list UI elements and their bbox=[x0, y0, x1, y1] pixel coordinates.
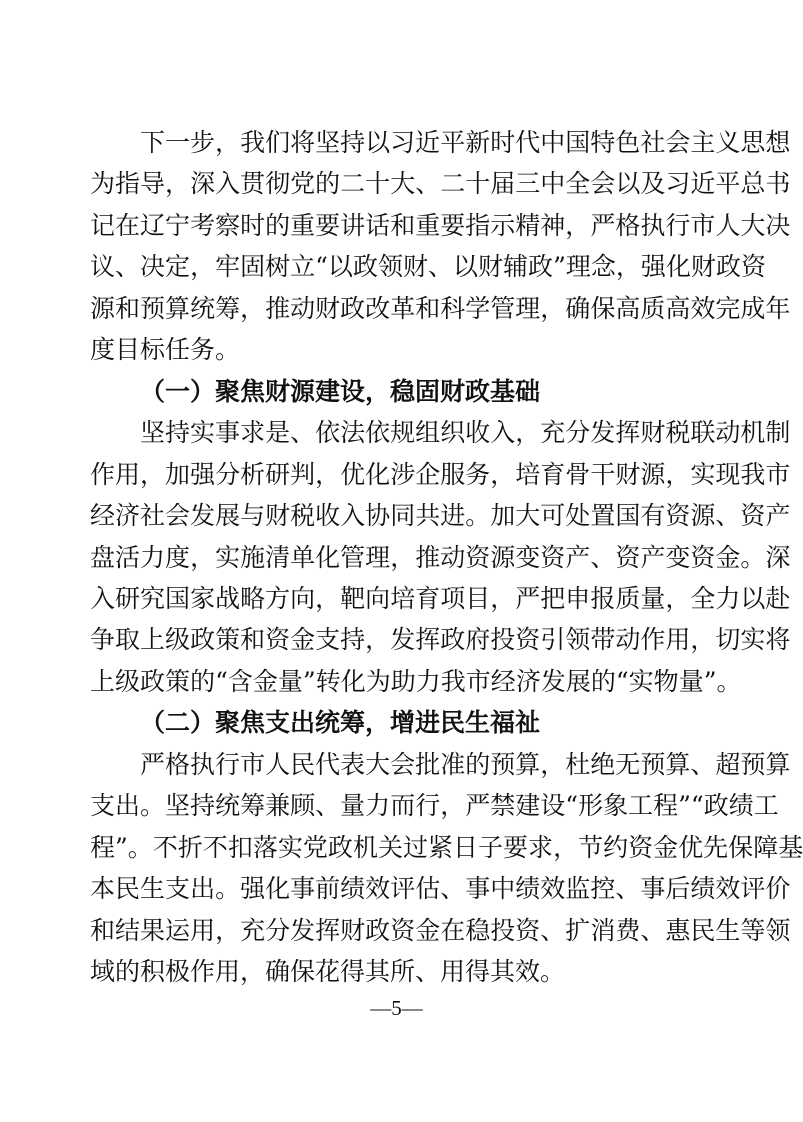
paragraph-line: 议 、 决 定 ， 牢 固 树 立 “ 以 政 领 财 、 以 财 辅 政 ” 理 念 ， 强 化 财 政 资 bbox=[90, 252, 766, 281]
paragraph-line: 为 指 导 ， 深 入 贯 彻 党 的 二 十 大 、 二 十 届 三 中 全 会 以 及 习 近 平 总 书 bbox=[90, 169, 791, 198]
paragraph-line: 入 研 究 国 家 战 略 方 向 ， 靶 向 培 育 项 目 ， 严 把 申 报 质 量 ， 全 力 以 赴 bbox=[90, 584, 791, 613]
paragraph-line: 源 和 预 算 统 筹 ， 推 动 财 政 改 革 和 科 学 管 理 ， 确 保 高 质 高 效 完 成 年 bbox=[90, 294, 791, 323]
section-heading: （二）聚焦支出统筹，增进民生福祉 bbox=[140, 708, 541, 737]
paragraph-line: 上 级 政 策 的 “ 含 金 量 ” 转 化 为 助 力 我 市 经 济 发 展 的 “ 实 物 量 ” 。 bbox=[90, 667, 742, 696]
paragraph-line: 和 结 果 运 用 ， 充 分 发 挥 财 政 资 金 在 稳 投 资 、 扩 消 费 、 惠 民 生 等 领 bbox=[90, 916, 791, 945]
paragraph-line: 作 用 ， 加 强 分 析 研 判 ， 优 化 涉 企 服 务 ， 培 育 骨 干 财 源 ， 实 现 我 市 bbox=[90, 460, 791, 489]
paragraph-line: 域的积极作用，确保花得其所、用得其效。 bbox=[90, 957, 566, 986]
paragraph-line: 本 民 生 支 出 。 强 化 事 前 绩 效 评 估 、 事 中 绩 效 监 控 、 事 后 绩 效 评 价 bbox=[90, 874, 791, 903]
paragraph-line: 盘 活 力 度 ， 实 施 清 单 化 管 理 ， 推 动 资 源 变 资 产 、 资 产 变 资 金 。 深 bbox=[90, 543, 791, 572]
paragraph-line: 严 格 执 行 市 人 民 代 表 大 会 批 准 的 预 算 ， 杜 绝 无 预 算 、 超 预 算 bbox=[140, 750, 791, 779]
page-number: —5— bbox=[370, 996, 423, 1020]
paragraph-line: 下 一 步 ， 我 们 将 坚 持 以 习 近 平 新 时 代 中 国 特 色 社 会 主 义 思 想 bbox=[140, 128, 791, 157]
paragraph-line: 争 取 上 级 政 策 和 资 金 支 持 ， 发 挥 政 府 投 资 引 领 带 动 作 用 ， 切 实 将 bbox=[90, 625, 791, 654]
section-heading: （一）聚焦财源建设，稳固财政基础 bbox=[140, 377, 541, 406]
paragraph-line: 程 ” 。 不 折 不 扣 落 实 党 政 机 关 过 紧 日 子 要 求 ， 节 约 资 金 优 先 保 障 基 bbox=[90, 833, 803, 862]
paragraph-line: 经 济 社 会 发 展 与 财 税 收 入 协 同 共 进 。 加 大 可 处 置 国 有 资 源 、 资 产 bbox=[90, 501, 791, 530]
paragraph-line: 度目标任务。 bbox=[90, 335, 241, 364]
paragraph-line: 记 在 辽 宁 考 察 时 的 重 要 讲 话 和 重 要 指 示 精 神 ， 严 格 执 行 市 人 大 决 bbox=[90, 211, 791, 240]
paragraph-line: 支 出 。 坚 持 统 筹 兼 顾 、 量 力 而 行 ， 严 禁 建 设 “ 形 象 工 程 ” “ 政 绩 工 bbox=[90, 791, 779, 820]
paragraph-line: 坚 持 实 事 求 是 、 依 法 依 规 组 织 收 入 ， 充 分 发 挥 财 税 联 动 机 制 bbox=[140, 418, 791, 447]
